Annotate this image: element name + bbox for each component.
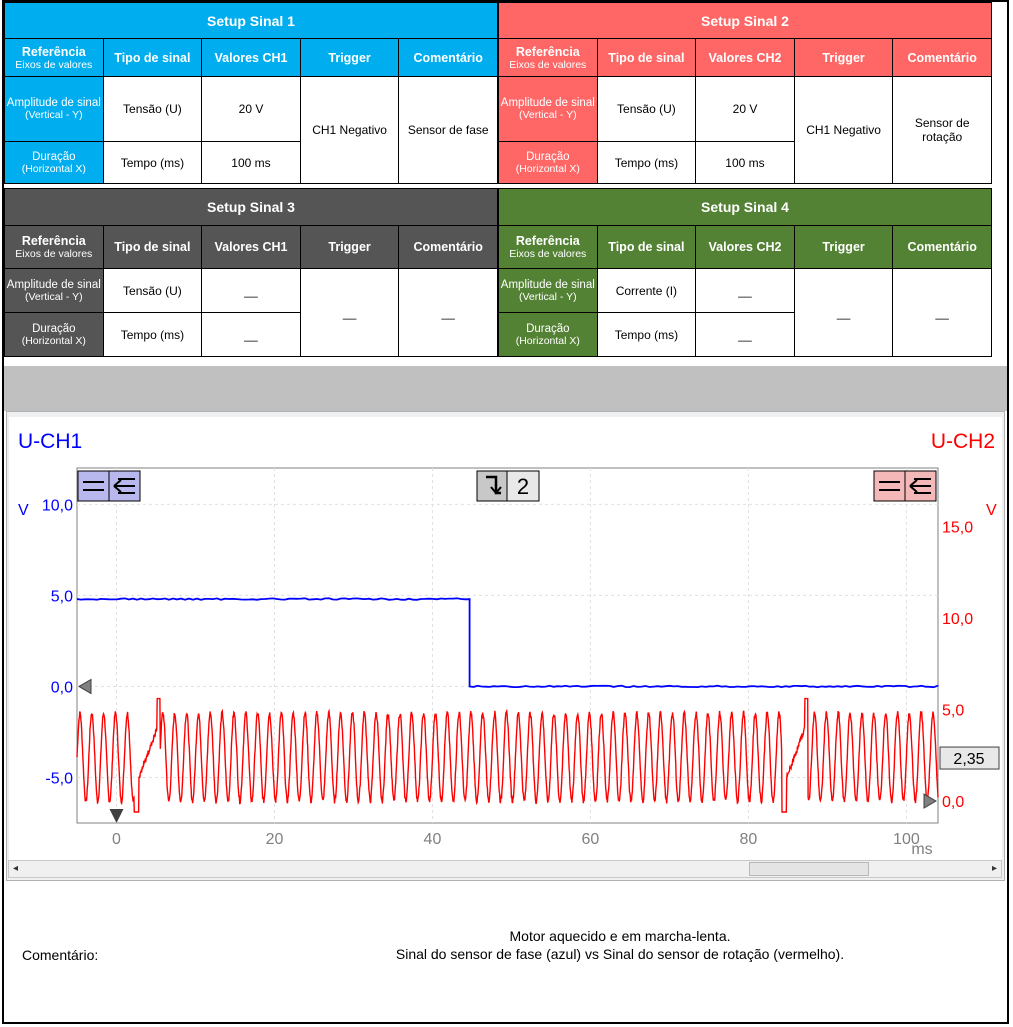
- separator-band: [4, 366, 1007, 411]
- ref-main: Amplitude de sinal: [6, 278, 101, 291]
- header-comentario: Comentário: [893, 226, 992, 269]
- horizontal-scrollbar[interactable]: [8, 860, 1002, 878]
- cell-tipo: Tempo (ms): [597, 313, 696, 357]
- ch1-scale-button[interactable]: [78, 471, 140, 501]
- ch2-tick-label: 15,0: [942, 519, 974, 537]
- cell-valor: 20 V: [696, 77, 795, 142]
- row-referencia: [499, 269, 598, 313]
- comment-label: Comentário:: [22, 947, 99, 963]
- header-ref-main: Referência: [21, 44, 86, 59]
- cell-valor: __: [696, 269, 795, 313]
- cell-trigger: CH1 Negativo: [794, 77, 893, 184]
- header-tipo: Tipo de sinal: [103, 39, 202, 77]
- ch2-scale-button[interactable]: [874, 471, 936, 501]
- plot-area: [42, 468, 999, 848]
- ref-sub: (Horizontal X): [515, 162, 580, 175]
- ref-main: Amplitude de sinal: [500, 97, 595, 109]
- ch2-unit: V: [986, 502, 997, 519]
- header-ref-sub: Eixos de valores: [509, 58, 587, 71]
- ref-main: Duração: [32, 322, 76, 335]
- header-ref-main: Referência: [21, 234, 86, 248]
- scroll-thumb[interactable]: [749, 862, 869, 876]
- x-tick-label: 0: [112, 831, 121, 848]
- setup-title: Setup Sinal 4: [499, 189, 992, 226]
- cursor-value: 2,35: [953, 751, 985, 769]
- setup-title: Setup Sinal 1: [5, 3, 498, 39]
- ref-sub: (Vertical - Y): [25, 290, 83, 303]
- header-ref-sub: Eixos de valores: [509, 248, 587, 260]
- setup-table-4: [498, 188, 992, 357]
- scroll-left-arrow-icon[interactable]: ◂: [13, 863, 19, 874]
- header-trigger: Trigger: [794, 39, 893, 77]
- header-valores: Valores CH2: [696, 226, 795, 269]
- x-unit-label: ms: [911, 841, 933, 858]
- ref-sub: (Horizontal X): [515, 334, 580, 347]
- header-trigger: Trigger: [794, 226, 893, 269]
- header-referencia: [499, 39, 598, 77]
- comment-line-2: Sinal do sensor de fase (azul) vs Sinal do sensor de rotação (vermelho).: [395, 946, 845, 962]
- header-valores: Valores CH2: [696, 39, 795, 77]
- header-ref-sub: Eixos de valores: [15, 248, 93, 260]
- ref-main: Duração: [526, 150, 570, 163]
- header-referencia: [5, 39, 104, 77]
- ch2-tick-label: 0,0: [942, 794, 965, 812]
- ref-sub: (Horizontal X): [21, 334, 86, 347]
- header-tipo: Tipo de sinal: [103, 226, 202, 269]
- cell-tipo: Tensão (U): [597, 77, 696, 142]
- ch2-tick-label: 5,0: [942, 702, 965, 720]
- ref-main: Duração: [526, 322, 570, 335]
- setup-title: Setup Sinal 3: [5, 189, 498, 226]
- cell-comentario: Sensor de fase: [399, 77, 498, 184]
- header-comentario: Comentário: [893, 39, 992, 77]
- comment-line-1: Motor aquecido e em marcha-lenta.: [509, 928, 731, 944]
- cell-tipo: Tempo (ms): [103, 142, 202, 184]
- row-referencia: [499, 77, 598, 142]
- x-tick-label: 60: [581, 831, 600, 848]
- ch1-tick-label: 5,0: [50, 588, 73, 606]
- cell-comentario: __: [399, 269, 498, 357]
- ch1-unit: V: [18, 502, 29, 519]
- ref-main: Duração: [32, 150, 76, 163]
- cell-tipo: Tempo (ms): [597, 142, 696, 184]
- x-tick-label: 20: [265, 831, 284, 848]
- cell-tipo: Corrente (I): [597, 269, 696, 313]
- cell-trigger: __: [794, 269, 893, 357]
- header-referencia: [5, 226, 104, 269]
- cell-valor: 100 ms: [202, 142, 301, 184]
- cell-comentario: __: [893, 269, 992, 357]
- cell-tipo: Tensão (U): [103, 77, 202, 142]
- trigger-indicator[interactable]: [477, 471, 539, 501]
- cell-valor: __: [202, 313, 301, 357]
- ch1-tick-label: 0,0: [50, 679, 73, 697]
- trigger-channel: 2: [516, 474, 530, 499]
- header-tipo: Tipo de sinal: [597, 39, 696, 77]
- ch1-label: U-CH1: [18, 430, 83, 453]
- row-referencia: [499, 313, 598, 357]
- ch2-tick-label: 10,0: [942, 611, 974, 629]
- row-referencia: [5, 269, 104, 313]
- header-ref-main: Referência: [515, 234, 580, 248]
- cell-comentario: Sensor de rotação: [893, 77, 992, 184]
- oscilloscope-chart: [8, 420, 1005, 860]
- x-tick-label: 40: [423, 831, 442, 848]
- header-trigger: Trigger: [300, 226, 399, 269]
- cell-valor: 100 ms: [696, 142, 795, 184]
- ch2-label: U-CH2: [930, 430, 995, 453]
- row-referencia: [499, 142, 598, 184]
- header-tipo: Tipo de sinal: [597, 226, 696, 269]
- header-ref-main: Referência: [515, 44, 580, 59]
- cell-trigger: CH1 Negativo: [300, 77, 399, 184]
- scroll-right-arrow-icon[interactable]: ▸: [991, 863, 997, 874]
- cell-tipo: Tempo (ms): [103, 313, 202, 357]
- header-trigger: Trigger: [300, 39, 399, 77]
- header-referencia: [499, 226, 598, 269]
- setup-table-3: [4, 188, 498, 357]
- ref-sub: (Vertical - Y): [519, 109, 577, 121]
- header-valores: Valores CH1: [202, 226, 301, 269]
- cell-valor: 20 V: [202, 77, 301, 142]
- cell-trigger: __: [300, 269, 399, 357]
- setup-title: Setup Sinal 2: [499, 3, 992, 39]
- ref-sub: (Horizontal X): [21, 162, 86, 175]
- header-comentario: Comentário: [399, 39, 498, 77]
- ref-main: Amplitude de sinal: [500, 278, 595, 291]
- cell-tipo: Tensão (U): [103, 269, 202, 313]
- x-tick-label: 100: [893, 831, 920, 848]
- ref-main: Amplitude de sinal: [6, 97, 101, 109]
- row-referencia: [5, 77, 104, 142]
- header-comentario: Comentário: [399, 226, 498, 269]
- setup-table-2: [498, 2, 992, 184]
- cell-valor: __: [696, 313, 795, 357]
- ref-sub: (Vertical - Y): [25, 109, 83, 121]
- header-ref-sub: Eixos de valores: [15, 58, 93, 71]
- ch1-tick-label: 10,0: [41, 497, 73, 515]
- header-valores: Valores CH1: [202, 39, 301, 77]
- ch1-tick-label: -5,0: [45, 770, 73, 788]
- row-referencia: [5, 313, 104, 357]
- setup-table-1: [4, 2, 498, 184]
- ref-sub: (Vertical - Y): [519, 290, 577, 303]
- cell-valor: __: [202, 269, 301, 313]
- x-tick-label: 80: [739, 831, 758, 848]
- row-referencia: [5, 142, 104, 184]
